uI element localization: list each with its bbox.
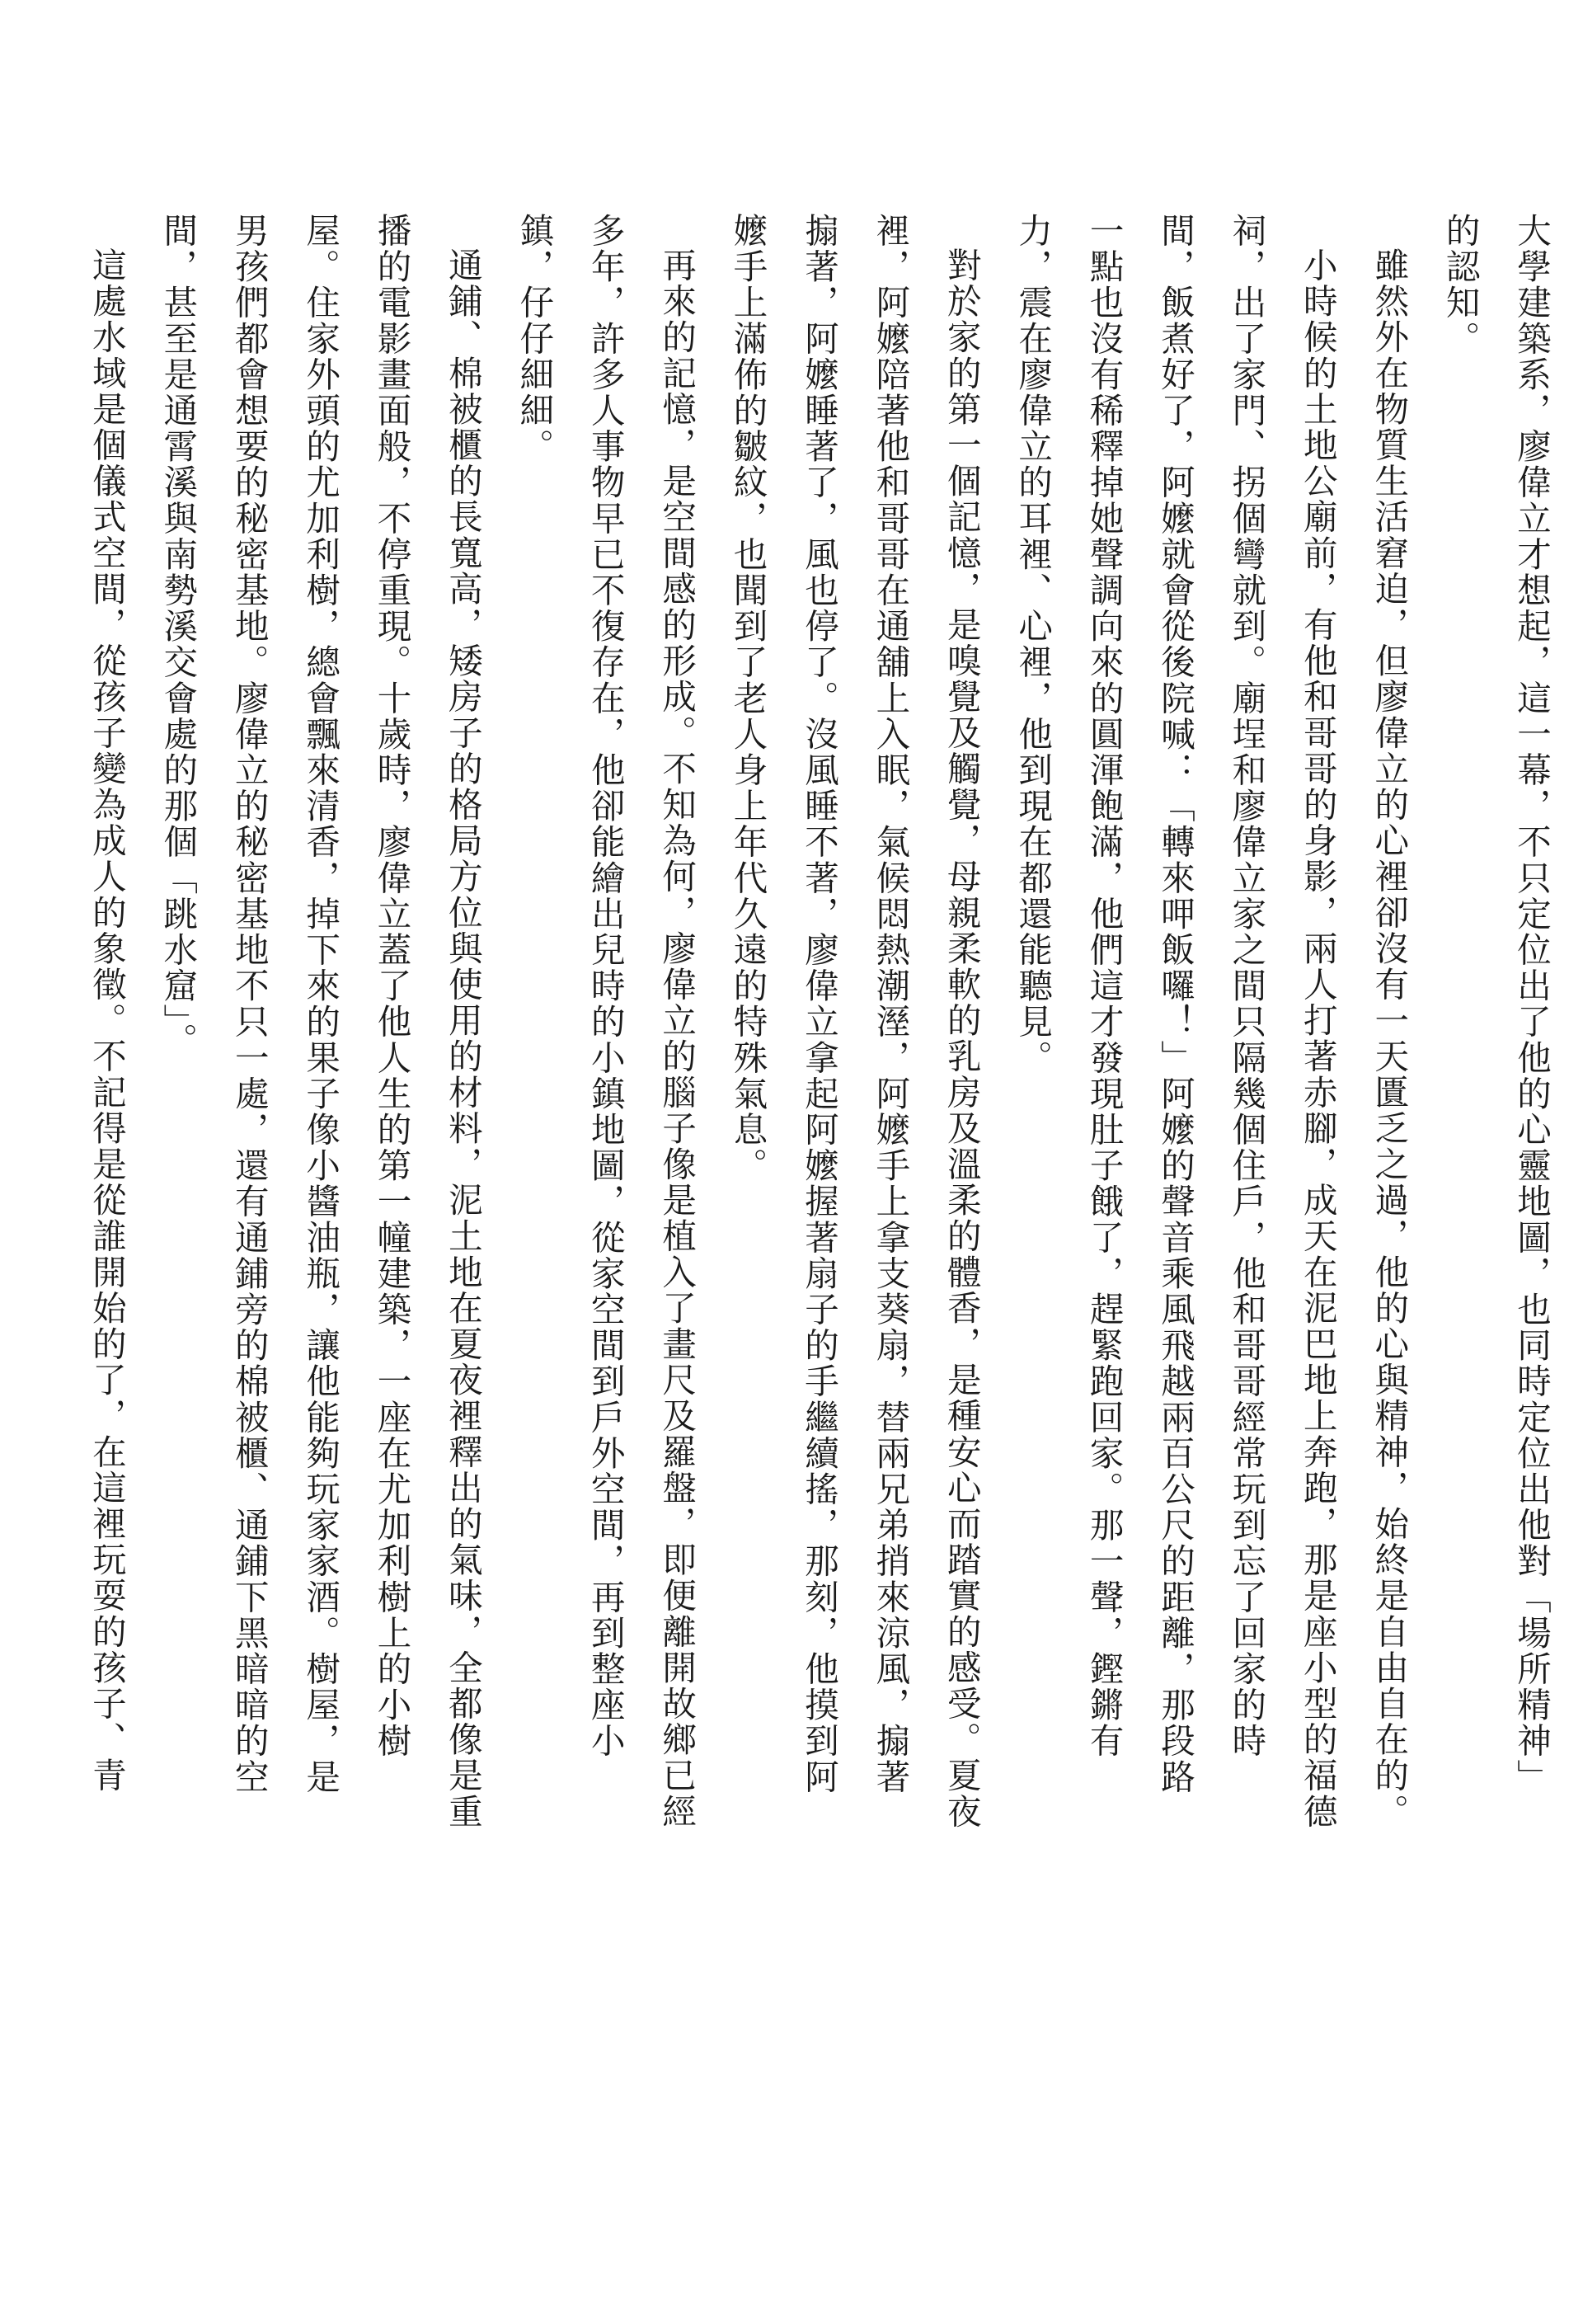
paragraph-2: 雖然外在物質生活窘迫，但廖偉立的心裡卻沒有一天匱乏之過，他的心與精神，始終是自由自在的。	[1369, 247, 1410, 1829]
paragraph-4: 對於家的第一個記憶，是嗅覺及觸覺，母親柔軟的乳房及溫柔的體香，是種安心而踏實的感受。夏夜裡，阿嬤陪著他和哥哥在通舖上入眠，氣候悶熱潮溼，阿嬤手上拿支葵扇，替兩兄弟捎來涼風，搧著搧著，阿嬤睡著了，風也停了。沒風睡不著，廖偉立拿起阿嬤握著扇子的手繼續搖，那刻，他摸到阿嬤手上滿佈的皺紋，也聞到了老人身上年代久遠的特殊氣息。	[727, 213, 982, 1829]
paragraph-6: 通鋪、棉被櫃的長寬高，矮房子的格局方位與使用的材料，泥土地在夏夜裡釋出的氣味，全都像是重播的電影畫面般，不停重現。十歲時，廖偉立蓋了他人生的第一幢建築，一座在尤加利樹上的小樹屋。住家外頭的尤加利樹，總會飄來清香，掉下來的果子像小醬油瓶，讓他能夠玩家家酒。樹屋，是男孩們都會想要的秘密基地。廖偉立的秘密基地不只一處，還有通鋪旁的棉被櫃、通鋪下黑暗暗的空間，甚至是通霄溪與南勢溪交會處的那個「跳水窟」。	[157, 213, 483, 1829]
vertical-text-body	[33, 213, 1567, 1829]
paragraph-1: 大學建築系，廖偉立才想起，這一幕，不只定位出了他的心靈地圖，也同時定位出他對「場所精神」的認知。	[1440, 213, 1552, 1795]
paragraph-5: 再來的記憶，是空間感的形成。不知為何，廖偉立的腦子像是植入了畫尺及羅盤，即便離開故鄉已經多年，許多人事物早已不復存在，他卻能繪出兒時的小鎮地圖，從家空間到戶外空間，再到整座小鎮，仔仔細細。	[514, 213, 698, 1829]
paragraph-3: 小時候的土地公廟前，有他和哥哥的身影，兩人打著赤腳，成天在泥巴地上奔跑，那是座小型的福德祠，出了家門、拐個彎就到。廟埕和廖偉立家之間只隔幾個住戶，他和哥哥經常玩到忘了回家的時間，飯煮好了，阿嬤就會從後院喊：「轉來呷飯囉！」阿嬤的聲音乘風飛越兩百公尺的距離，那段路一點也沒有稀釋掉她聲調向來的圓渾飽滿，他們這才發現肚子餓了，趕緊跑回家。那一聲，鏗鏘有力，震在廖偉立的耳裡、心裡，他到現在都還能聽見。	[1012, 213, 1338, 1829]
paragraph-7: 這處水域是個儀式空間，從孩子變為成人的象徵。不記得是從誰開始的了，在這裡玩耍的孩子、青	[86, 247, 127, 1794]
